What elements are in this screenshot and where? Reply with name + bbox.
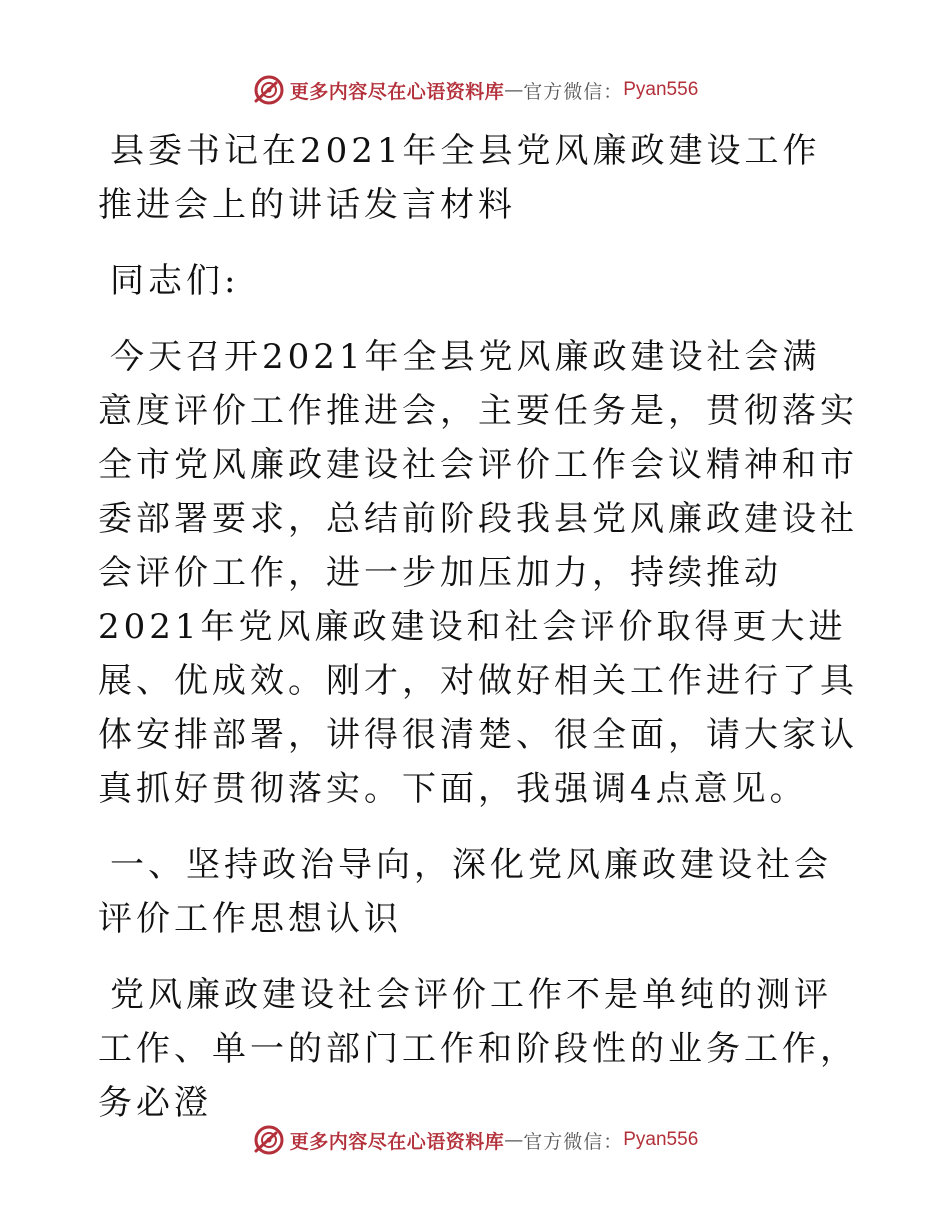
watermark-wechat-label: 官方微信： [523,80,624,103]
salutation: 同志们: [110,261,240,301]
paragraph-intro: 今天召开2021年全县党风廉政建设社会满意度评价工作推进会，主要任务是，贯彻落实全市党风廉政建设社会评价工作会议精神和市委部署要求，总结前阶段我县党风廉政建设社会评价工作，进一步加压加力，持续推动2021年党风廉政建设和社会评价取得更大进展、优成效。刚才，对做好相关工作进行了具体安排部署，讲得很清楚、很全面，请大家认真抓好贯彻落实。下面，我强调4点意见。 [98,337,858,809]
watermark-main-text: 更多内容尽在心语资料库 [289,80,505,103]
section-heading-1: 一、坚持政治导向，深化党风廉政建设社会评价工作思想认识 [98,845,832,939]
watermark-wechat-id: Pyan556 [623,79,699,100]
logo-icon [252,73,286,107]
watermark-dash: — [504,1129,524,1151]
watermark-main-text: 更多内容尽在心语资料库 [289,1130,505,1153]
watermark-dash: — [504,79,524,101]
document-title: 县委书记在2021年全县党风廉政建设工作推进会上的讲话发言材料 [98,131,821,225]
watermark-wechat-id: Pyan556 [623,1129,699,1150]
logo-icon [252,1123,286,1157]
watermark-wechat-label: 官方微信： [523,1130,624,1153]
watermark-header [0,70,950,110]
paragraph-section-1: 党风廉政建设社会评价工作不是单纯的测评工作、单一的部门工作和阶段性的业务工作，务必澄 [98,975,858,1123]
watermark-footer [0,1120,950,1160]
document-body [98,124,858,1152]
